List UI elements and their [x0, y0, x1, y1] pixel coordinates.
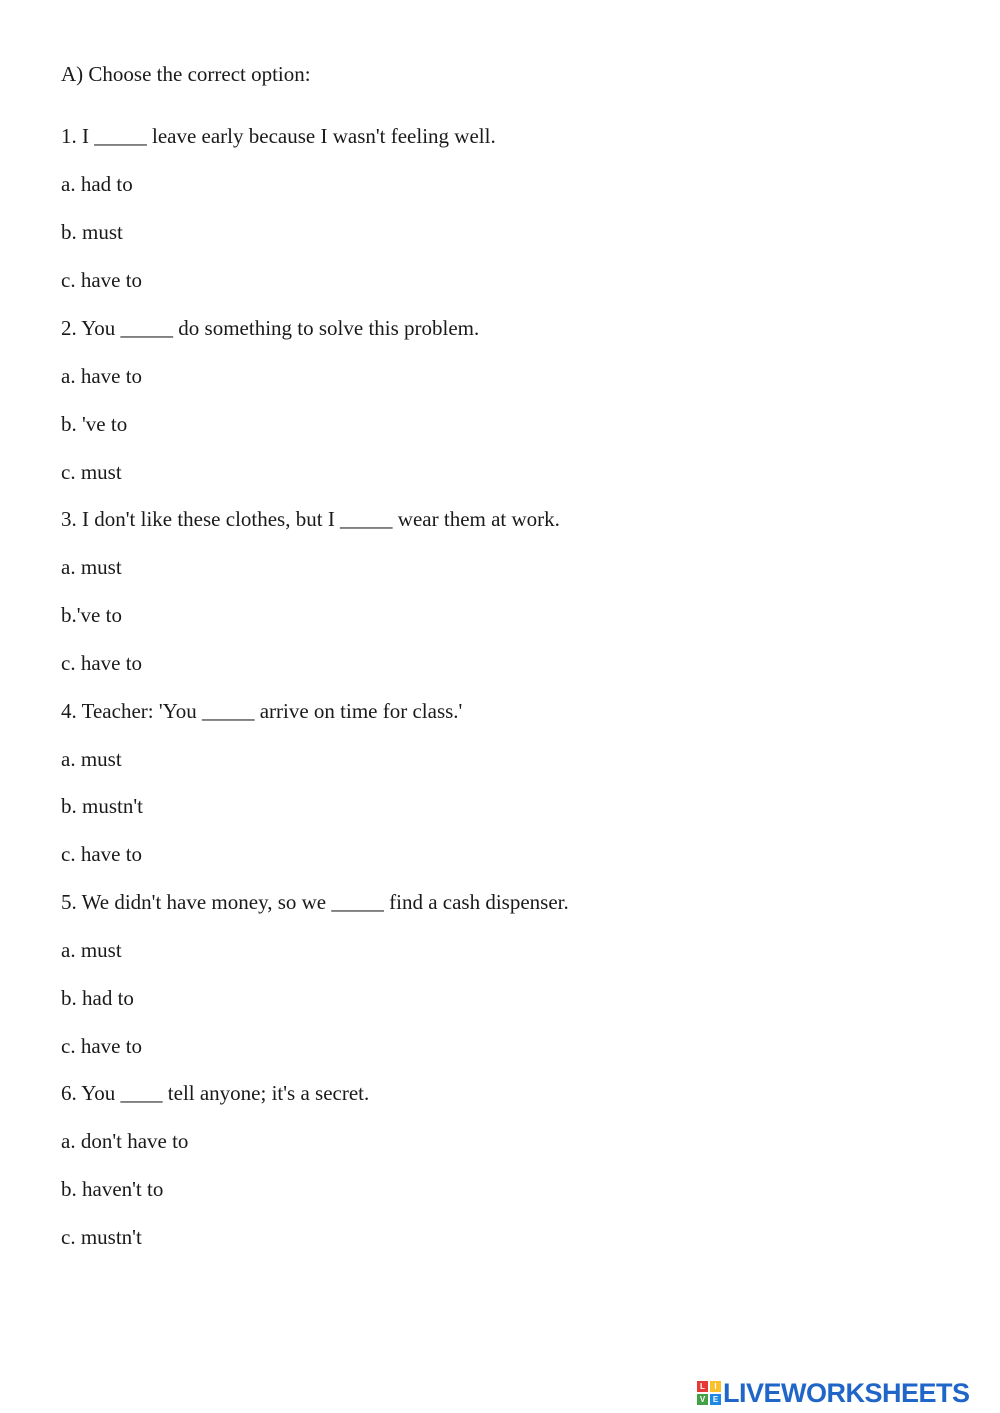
answer-option[interactable]: a. must: [61, 555, 122, 579]
answer-option[interactable]: b. must: [61, 220, 123, 244]
logo-mark-icon: [697, 1381, 721, 1405]
answer-option[interactable]: b. haven't to: [61, 1177, 164, 1201]
answer-option[interactable]: b. 've to: [61, 412, 128, 436]
logo-text: LIVEWORKSHEETS: [723, 1378, 970, 1408]
logo-mark-cell: I: [710, 1381, 721, 1392]
logo-mark-cell: E: [710, 1394, 721, 1405]
question-prompt: 5. We didn't have money, so we _____ find a cash dispenser.: [61, 890, 569, 914]
logo-mark-cell: V: [697, 1394, 708, 1405]
answer-option[interactable]: c. have to: [61, 268, 143, 292]
question-prompt: 3. I don't like these clothes, but I _____ wear them at work.: [61, 507, 560, 531]
answer-option[interactable]: b.'ve to: [61, 603, 122, 627]
answer-option[interactable]: c. have to: [61, 1034, 143, 1058]
answer-option[interactable]: c. have to: [61, 842, 143, 866]
answer-option[interactable]: c. must: [61, 460, 122, 484]
question-prompt: 4. Teacher: 'You _____ arrive on time for class.': [61, 699, 463, 723]
answer-option[interactable]: c. have to: [61, 651, 143, 675]
answer-option[interactable]: b. mustn't: [61, 794, 143, 818]
answer-option[interactable]: a. must: [61, 938, 122, 962]
answer-option[interactable]: a. have to: [61, 364, 143, 388]
answer-option[interactable]: a. don't have to: [61, 1129, 189, 1153]
question-prompt: 2. You _____ do something to solve this problem.: [61, 316, 480, 340]
worksheet-heading: A) Choose the correct option:: [61, 62, 311, 86]
answer-option[interactable]: a. must: [61, 747, 122, 771]
liveworksheets-logo: [697, 1378, 970, 1408]
question-prompt: 1. I _____ leave early because I wasn't feeling well.: [61, 124, 496, 148]
logo-mark-cell: L: [697, 1381, 708, 1392]
answer-option[interactable]: b. had to: [61, 986, 134, 1010]
answer-option[interactable]: a. had to: [61, 172, 133, 196]
question-prompt: 6. You ____ tell anyone; it's a secret.: [61, 1081, 370, 1105]
answer-option[interactable]: c. mustn't: [61, 1225, 142, 1249]
